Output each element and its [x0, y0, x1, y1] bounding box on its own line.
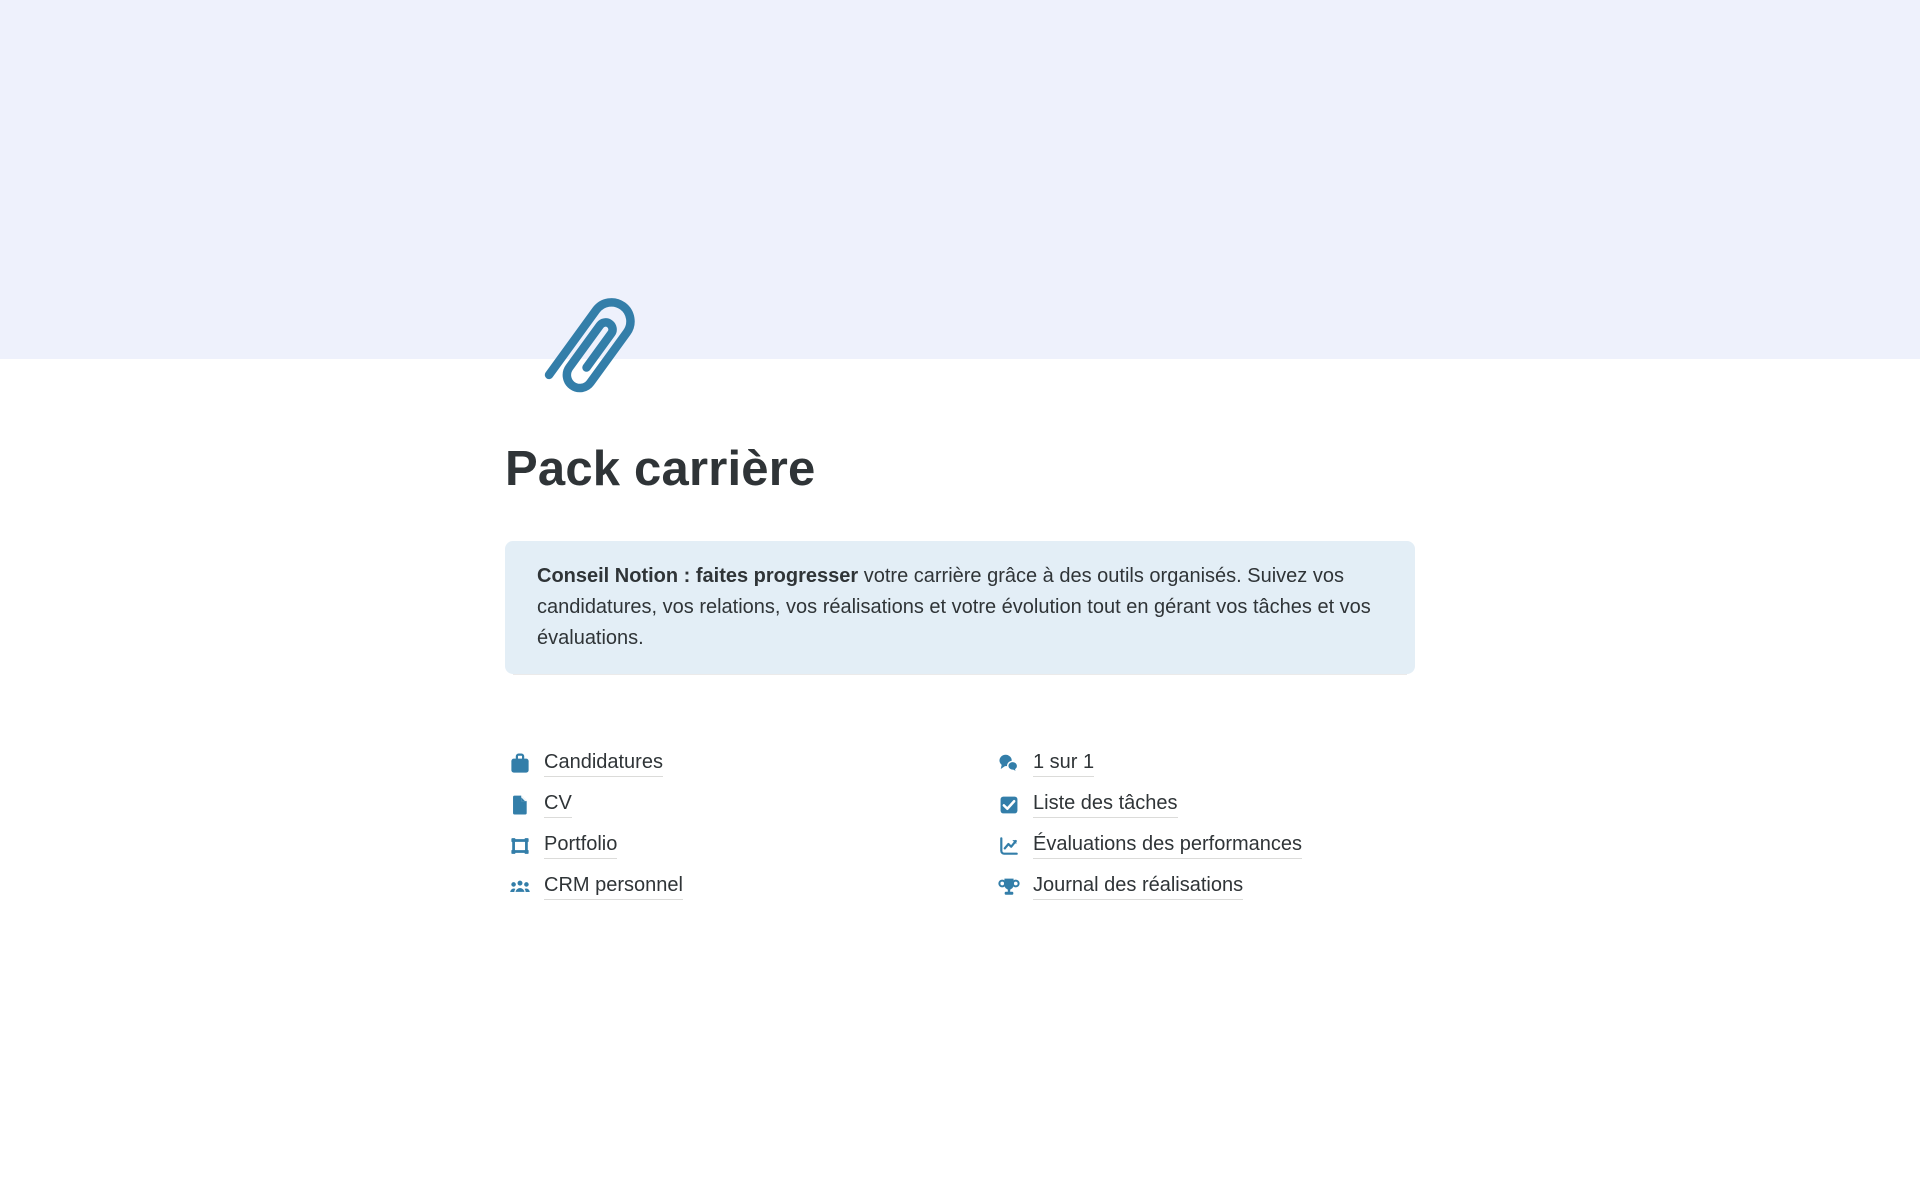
chart-up-icon: [998, 835, 1020, 857]
link-portfolio[interactable]: [505, 825, 994, 866]
link-label: 1 sur 1: [1033, 750, 1094, 778]
checkbox-icon: [998, 794, 1020, 816]
link-label: Candidatures: [544, 750, 663, 778]
link-columns: [505, 743, 1415, 907]
briefcase-icon: [509, 753, 531, 775]
link-label: Portfolio: [544, 832, 617, 860]
page-title[interactable]: Pack carrière: [505, 442, 816, 496]
link-label: Liste des tâches: [1033, 791, 1178, 819]
link-label: CRM personnel: [544, 873, 683, 901]
link-cv[interactable]: [505, 784, 994, 825]
link-candidatures[interactable]: [505, 743, 994, 784]
link-liste-des-taches[interactable]: [994, 784, 1415, 825]
links-right-column: [994, 743, 1415, 907]
links-left-column: [505, 743, 994, 907]
page-content: [505, 278, 1415, 907]
callout-tip: [505, 541, 1415, 674]
trophy-icon: [998, 876, 1020, 898]
link-1-sur-1[interactable]: [994, 743, 1415, 784]
link-evaluations-performances[interactable]: [994, 825, 1415, 866]
link-journal-realisations[interactable]: [994, 866, 1415, 907]
link-label: CV: [544, 791, 572, 819]
frame-icon: [509, 835, 531, 857]
chat-bubbles-icon: [998, 753, 1020, 775]
link-crm-personnel[interactable]: [505, 866, 994, 907]
paperclip-icon[interactable]: [543, 278, 647, 410]
document-icon: [509, 794, 531, 816]
callout-bold-text: Conseil Notion : faites progresser: [537, 565, 859, 587]
link-label: Évaluations des performances: [1033, 832, 1302, 860]
people-icon: [509, 876, 531, 898]
link-label: Journal des réalisations: [1033, 873, 1243, 901]
callout-body-text: votre carrière grâce à des outils organisés. Suivez vos candidatures, vos relations, vos réalisations et votre évolution tout en gérant vos tâches et vos évaluations.: [537, 565, 1371, 649]
